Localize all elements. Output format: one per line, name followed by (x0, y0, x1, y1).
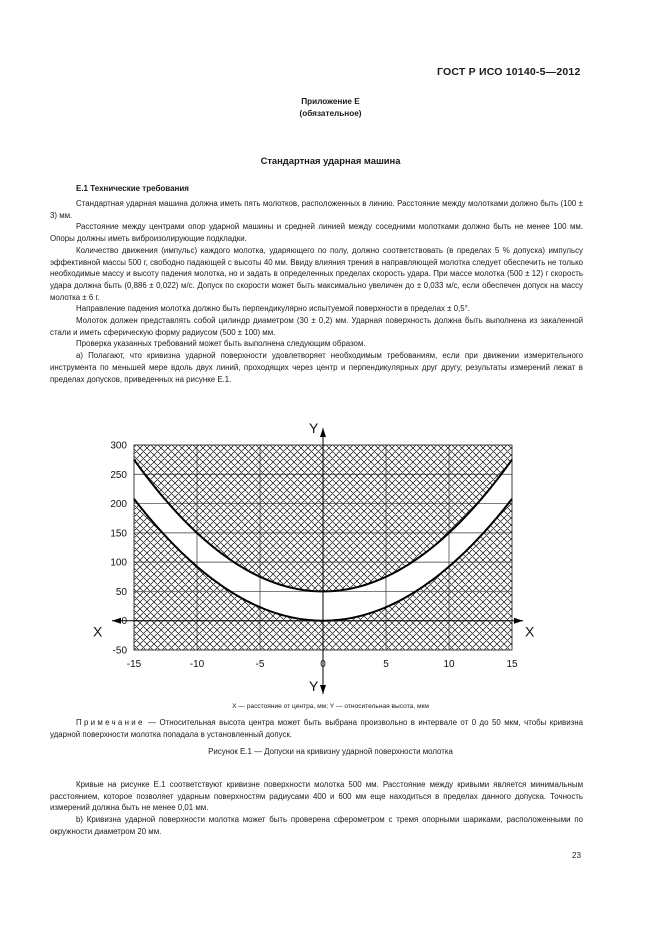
y-tick-label: 50 (115, 586, 127, 598)
paragraph: b) Кривизна ударной поверхности молотка может быть проверена сферометром с тремя опорными шариками, расположенными по окружности диаметром 20 мм. (50, 815, 583, 836)
y-tick-label: 150 (110, 528, 127, 540)
paragraph: Кривые на рисунке Е.1 соответствуют кривизне поверхности молотка 500 мм. Расстояние между кривыми является минимальным расстоянием, которое позволяет ударным поверхностям радиусами 400 и 600 мм еще находиться в пределах данного допуска. Точность измерений должна быть не менее 0,01 мм. (50, 780, 583, 813)
x-axis-label-right: X (525, 623, 535, 640)
page-number: 23 (572, 851, 581, 860)
paragraph: Стандартная ударная машина должна иметь пять молотков, расположенных в линию. Расстояние между молотками должно быть (100 ± 3) мм. (50, 199, 583, 220)
figure-legend: X — расстояние от центра, мм; Y — относительная высота, мкм (232, 703, 429, 710)
paragraph: Молоток должен представлять собой цилиндр диаметром (30 ± 0,2) мм. Ударная поверхность должна быть выполнена из закаленной стали и иметь сферическую форму радиусом (500 ± 100) мм. (50, 316, 583, 337)
paragraph: а) Полагают, что кривизна ударной поверхности удовлетворяет необходимым требованиям, если при движении измерительного инструмента по меньшей мере вдоль двух линий, проходящих через центр и перпендикулярных друг другу, результаты измерений лежат в пределах допусков, приведенных на рисунке Е.1. (50, 351, 583, 384)
y-axis-arrow-up (320, 428, 326, 437)
paragraph: Расстояние между центрами опор ударной машины и средней линией между соседними молотками должно быть не менее 100 мм. Опоры должны иметь виброизолирующие подкладки. (50, 222, 583, 244)
y-tick-label: 300 (110, 440, 127, 452)
y-axis-label-bottom: Y (309, 678, 319, 694)
annex-status: (обязательное) (299, 109, 362, 118)
note-text: — Относительная высота центра может быть выбрана произвольно в интервале от 0 до 50 мкм, чтобы кривизна ударной поверхности молотка попадала в установленный допуск. (50, 718, 583, 739)
annex-title: Приложение Е (301, 97, 360, 106)
body-text-bottom (50, 779, 583, 838)
x-axis-label-left: X (93, 623, 103, 640)
tolerance-chart (80, 415, 560, 697)
paragraph: Проверка указанных требований может быть выполнена следующим образом. (76, 339, 366, 349)
x-tick-label: 15 (506, 659, 518, 670)
y-tick-label: 100 (110, 557, 127, 569)
paragraph: Количество движения (импульс) каждого молотка, ударяющего по полу, должно соответствовать (в пределах 5 % допуска) импульсу эффективной массы 500 г, свободно падающей с высоты 40 мм. Ввиду влияния трения в направляющей молотка следует обеспечить не только необходимые массу и высоту падения молотка, но и задать в определенных пределах скорость удара. При массе молотка (500 ± 12) г скорость удара должна быть (0,886 ± 0,022) м/с. Допуск по скорости может быть максимально увеличен до ± 0,033 м/с, если обеспечен допуск на массу молотка ± 6 г. (50, 245, 583, 302)
x-tick-label: 0 (320, 659, 326, 670)
y-tick-label: 0 (121, 616, 127, 628)
y-tick-label: -50 (112, 645, 127, 657)
x-tick-label: -10 (189, 659, 205, 670)
x-tick-label: -5 (255, 659, 265, 670)
x-axis-arrow-right (514, 618, 523, 624)
figure-caption: Рисунок Е.1 — Допуски на кривизну ударной поверхности молотка (208, 747, 453, 756)
paragraph: Направление падения молотка должно быть перпендикулярно испытуемой поверхности в пределах ± 0,5°. (76, 304, 471, 314)
figure-note (50, 717, 583, 741)
x-tick-label: -15 (126, 659, 142, 670)
y-axis-label-top: Y (309, 420, 319, 436)
x-tick-label: 5 (383, 659, 389, 670)
x-tick-label: 10 (443, 659, 455, 670)
page-title: Стандартная ударная машина (260, 155, 401, 166)
x-axis-arrow-left (112, 618, 121, 624)
standard-designation: ГОСТ Р ИСО 10140-5—2012 (437, 66, 581, 78)
y-tick-label: 250 (110, 469, 127, 481)
y-tick-label: 200 (110, 499, 127, 511)
section-heading: Е.1 Технические требования (76, 184, 189, 193)
note-label: Примечание (76, 718, 145, 727)
y-axis-arrow-down (320, 685, 326, 694)
body-text-top (50, 198, 583, 385)
